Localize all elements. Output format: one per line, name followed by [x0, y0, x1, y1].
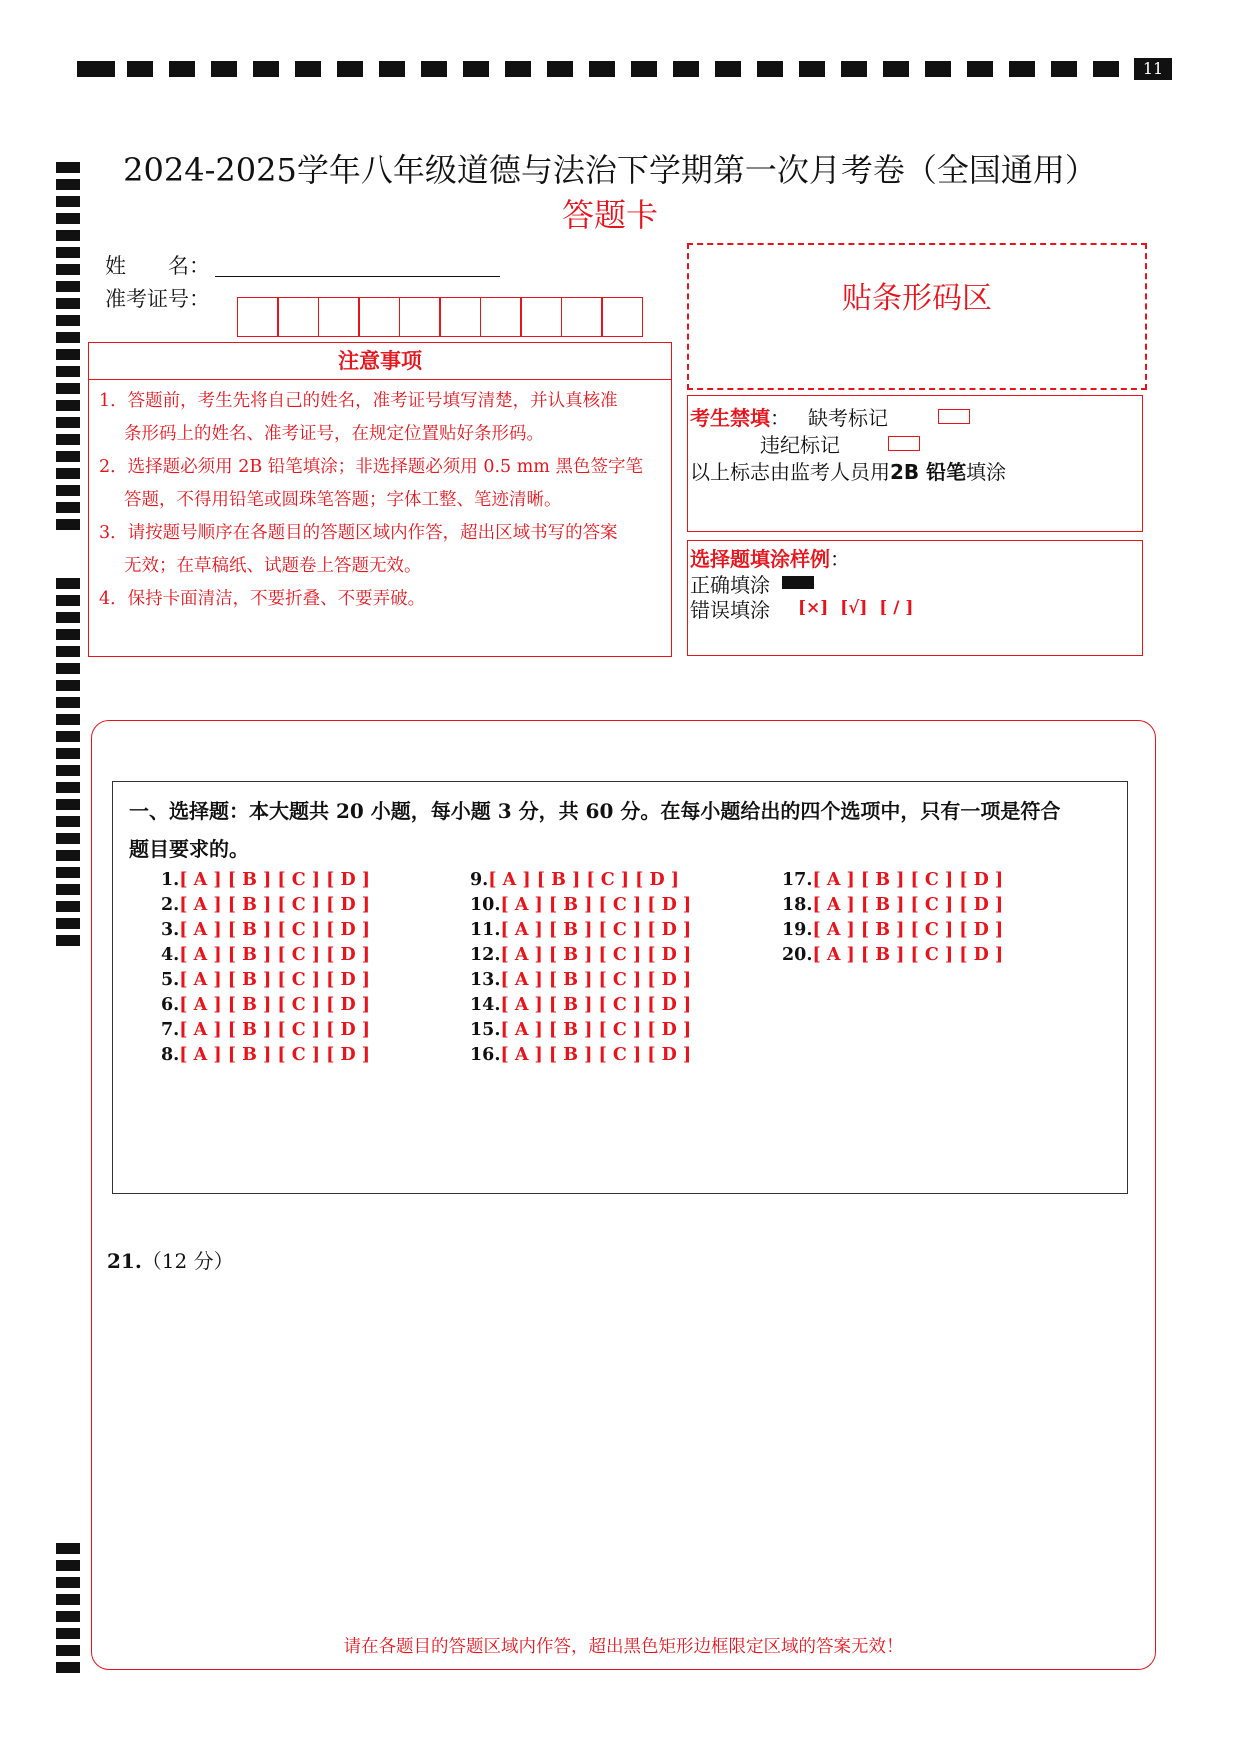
id-digit-box[interactable] [520, 297, 562, 337]
timing-mark [56, 629, 80, 640]
answer-options[interactable]: [ A ] [ B ] [ C ] [ D ] [812, 945, 1004, 965]
question-number: 2. [161, 895, 180, 915]
choice-question[interactable] [470, 995, 691, 1015]
timing-mark [56, 366, 80, 377]
question-number: 20. [782, 945, 813, 965]
timing-mark [56, 519, 80, 530]
timing-mark [56, 349, 80, 360]
id-number-boxes[interactable] [238, 297, 643, 337]
answer-options[interactable]: [ A ] [ B ] [ C ] [ D ] [500, 995, 692, 1015]
question-number: 3. [161, 920, 180, 940]
id-digit-box[interactable] [277, 297, 319, 337]
timing-mark [253, 61, 279, 77]
choice-heading-line: 一、选择题：本大题共 20 小题，每小题 3 分，共 60 分。在每小题给出的四个选项中，只有一项是符合 [129, 799, 1061, 823]
answer-options[interactable]: [ A ] [ B ] [ C ] [ D ] [500, 945, 692, 965]
timing-mark [56, 434, 80, 445]
answer-options[interactable]: [ A ] [ B ] [ C ] [ D ] [500, 970, 692, 990]
timing-mark [56, 451, 80, 462]
violation-mark-box[interactable] [888, 436, 920, 451]
timing-mark [56, 833, 80, 844]
timing-mark [56, 918, 80, 929]
top-timing-marks [77, 58, 1172, 80]
timing-mark [56, 264, 80, 275]
answer-options[interactable]: [ A ] [ B ] [ C ] [ D ] [500, 1020, 692, 1040]
question-number: 17. [782, 870, 813, 890]
timing-mark [56, 230, 80, 241]
timing-mark [631, 61, 657, 77]
answer-options[interactable]: [ A ] [ B ] [ C ] [ D ] [179, 920, 371, 940]
answer-options[interactable]: [ A ] [ B ] [ C ] [ D ] [812, 870, 1004, 890]
id-digit-box[interactable] [399, 297, 441, 337]
proctor-note-bold: 2B 铅笔 [890, 460, 967, 484]
timing-mark [56, 850, 80, 861]
timing-mark [56, 1560, 80, 1571]
timing-mark [56, 281, 80, 292]
choice-question[interactable] [161, 995, 370, 1015]
notice-line: 4．保持卡面清洁，不要折叠、不要弄破。 [99, 589, 426, 609]
proctor-note: 以上标志由监考人员用 [690, 460, 890, 484]
timing-mark [925, 61, 951, 77]
answer-options[interactable]: [ A ] [ B ] [ C ] [ D ] [179, 1020, 371, 1040]
choice-section [112, 781, 1128, 1194]
timing-mark [56, 400, 80, 411]
timing-mark [169, 61, 195, 77]
question-number: 4. [161, 945, 180, 965]
timing-mark [211, 61, 237, 77]
colon: ： [770, 406, 790, 430]
choice-question[interactable] [470, 970, 691, 990]
timing-mark [56, 1594, 80, 1605]
id-digit-box[interactable] [480, 297, 522, 337]
id-digit-box[interactable] [237, 297, 279, 337]
timing-mark [56, 315, 80, 326]
answer-options[interactable]: [ A ] [ B ] [ C ] [ D ] [812, 920, 1004, 940]
name-field[interactable] [215, 276, 500, 277]
timing-mark [56, 782, 80, 793]
timing-mark [56, 502, 80, 513]
answer-options[interactable]: [ A ] [ B ] [ C ] [ D ] [500, 920, 692, 940]
choice-heading-line: 题目要求的。 [129, 837, 249, 861]
proctor-only-box [687, 395, 1143, 532]
choice-question[interactable] [470, 870, 679, 890]
name-label: 姓 名： [105, 254, 210, 278]
proctor-note-suffix: 填涂 [966, 460, 1007, 484]
timing-mark [56, 1543, 80, 1554]
timing-mark [757, 61, 783, 77]
timing-mark [56, 799, 80, 810]
timing-mark [1009, 61, 1035, 77]
question-number: 9. [470, 870, 489, 890]
timing-mark [56, 213, 80, 224]
barcode-area [687, 243, 1147, 390]
timing-mark [56, 748, 80, 759]
timing-mark [56, 417, 80, 428]
choice-question[interactable] [782, 870, 1003, 890]
timing-mark [56, 298, 80, 309]
notice-line: 2．选择题必须用 2B 铅笔填涂；非选择题必须用 0.5 mm 黑色签字笔 [99, 457, 643, 477]
timing-mark [56, 697, 80, 708]
notice-line: 3．请按题号顺序在各题目的答题区域内作答，超出区域书写的答案 [99, 523, 618, 543]
timing-mark [56, 485, 80, 496]
choice-question[interactable] [470, 945, 691, 965]
answer-options[interactable]: [ A ] [ B ] [ C ] [ D ] [812, 895, 1004, 915]
question-number: 7. [161, 1020, 180, 1040]
wrong-fill-label: 错误填涂 [690, 598, 770, 622]
choice-question[interactable] [161, 870, 370, 890]
notice-line: 无效；在草稿纸、试题卷上答题无效。 [124, 556, 422, 576]
choice-question[interactable] [470, 895, 691, 915]
timing-mark [841, 61, 867, 77]
timing-mark [463, 61, 489, 77]
answer-options[interactable]: [ A ] [ B ] [ C ] [ D ] [500, 895, 692, 915]
choice-question[interactable] [470, 1020, 691, 1040]
timing-mark [56, 612, 80, 623]
id-digit-box[interactable] [318, 297, 360, 337]
notice-body [88, 380, 672, 657]
answer-options[interactable]: [ A ] [ B ] [ C ] [ D ] [488, 870, 680, 890]
choice-question[interactable] [782, 895, 1003, 915]
page-number: 11 [1134, 58, 1172, 80]
question-number: 12. [470, 945, 501, 965]
timing-mark [56, 867, 80, 878]
timing-mark [77, 61, 115, 77]
correct-fill-label: 正确填涂 [690, 573, 770, 597]
id-digit-box[interactable] [561, 297, 603, 337]
notice-heading: 注意事项 [88, 342, 672, 380]
question-21-number: 21. [107, 1249, 142, 1273]
fill-sample-label: 选择题填涂样例 [690, 547, 830, 571]
timing-mark [56, 663, 80, 674]
question-number: 19. [782, 920, 813, 940]
timing-mark [56, 680, 80, 691]
choice-section-heading [129, 792, 1114, 868]
notice-line: 答题，不得用铅笔或圆珠笔答题；字体工整、笔迹清晰。 [124, 490, 562, 510]
choice-question[interactable] [782, 945, 1003, 965]
answer-options[interactable]: [ A ] [ B ] [ C ] [ D ] [179, 870, 371, 890]
correct-fill-sample [782, 576, 814, 589]
question-21-answer-area[interactable] [100, 1290, 1140, 1620]
wrong-fill-samples: [×] [√] [ / ] [798, 598, 914, 618]
timing-mark [295, 61, 321, 77]
timing-mark [589, 61, 615, 77]
choice-question[interactable] [161, 945, 370, 965]
timing-mark [56, 1628, 80, 1639]
timing-mark [56, 1662, 80, 1673]
answer-options[interactable]: [ A ] [ B ] [ C ] [ D ] [179, 970, 371, 990]
timing-mark [56, 468, 80, 479]
question-21-header [107, 1245, 234, 1274]
question-number: 18. [782, 895, 813, 915]
timing-mark [127, 61, 153, 77]
timing-mark [56, 901, 80, 912]
choice-question[interactable] [782, 920, 1003, 940]
question-number: 16. [470, 1045, 501, 1065]
question-number: 15. [470, 1020, 501, 1040]
choice-question[interactable] [470, 1045, 691, 1065]
question-number: 5. [161, 970, 180, 990]
id-digit-box[interactable] [439, 297, 481, 337]
choice-question[interactable] [470, 920, 691, 940]
timing-mark [421, 61, 447, 77]
timing-mark [56, 1577, 80, 1588]
timing-mark [56, 196, 80, 207]
choice-question[interactable] [161, 1045, 370, 1065]
choice-question[interactable] [161, 1020, 370, 1040]
question-number: 10. [470, 895, 501, 915]
timing-mark [56, 765, 80, 776]
timing-mark [883, 61, 909, 77]
notice-line: 1．答题前，考生先将自己的姓名，准考证号填写清楚，并认真核准 [99, 391, 618, 411]
id-label: 准考证号： [105, 287, 210, 311]
timing-mark [56, 383, 80, 394]
id-digit-box[interactable] [358, 297, 400, 337]
timing-mark [56, 816, 80, 827]
timing-mark [56, 595, 80, 606]
answer-options[interactable]: [ A ] [ B ] [ C ] [ D ] [179, 1045, 371, 1065]
answer-options[interactable]: [ A ] [ B ] [ C ] [ D ] [179, 945, 371, 965]
colon: ： [830, 547, 850, 571]
absent-mark-box[interactable] [938, 409, 970, 424]
question-number: 6. [161, 995, 180, 1015]
timing-mark [799, 61, 825, 77]
timing-mark [547, 61, 573, 77]
answer-sheet-subtitle: 答题卡 [561, 196, 658, 234]
proctor-only-label: 考生禁填 [690, 406, 770, 430]
question-number: 11. [470, 920, 501, 940]
question-21-score: （12 分） [141, 1249, 234, 1273]
choice-question[interactable] [161, 970, 370, 990]
fill-sample-box [687, 540, 1143, 656]
timing-mark [56, 1611, 80, 1622]
answer-options[interactable]: [ A ] [ B ] [ C ] [ D ] [179, 995, 371, 1015]
timing-mark [56, 884, 80, 895]
timing-mark [56, 1645, 80, 1656]
question-number: 14. [470, 995, 501, 1015]
timing-mark [56, 332, 80, 343]
timing-mark [56, 935, 80, 946]
timing-mark [1093, 61, 1119, 77]
choice-question[interactable] [161, 895, 370, 915]
timing-mark [56, 247, 80, 258]
timing-mark [337, 61, 363, 77]
timing-mark [673, 61, 699, 77]
timing-mark [56, 731, 80, 742]
timing-mark [379, 61, 405, 77]
question-number: 13. [470, 970, 501, 990]
timing-mark [505, 61, 531, 77]
answer-options[interactable]: [ A ] [ B ] [ C ] [ D ] [179, 895, 371, 915]
timing-mark [56, 714, 80, 725]
question-number: 8. [161, 1045, 180, 1065]
question-number: 1. [161, 870, 180, 890]
timing-mark [56, 162, 80, 173]
id-digit-box[interactable] [601, 297, 643, 337]
notice-line: 条形码上的姓名、准考证号，在规定位置贴好条形码。 [124, 424, 544, 444]
timing-mark [967, 61, 993, 77]
exam-title: 2024-2025学年八年级道德与法治下学期第一次月考卷（全国通用） [123, 151, 1097, 189]
barcode-label: 贴条形码区 [842, 281, 992, 316]
timing-mark [56, 646, 80, 657]
violation-mark-label: 违纪标记 [760, 433, 840, 457]
timing-mark [715, 61, 741, 77]
timing-mark [56, 179, 80, 190]
answer-options[interactable]: [ A ] [ B ] [ C ] [ D ] [500, 1045, 692, 1065]
choice-question[interactable] [161, 920, 370, 940]
timing-mark [1051, 61, 1077, 77]
footer-warning: 请在各题目的答题区域内作答，超出黑色矩形边框限定区域的答案无效！ [343, 1637, 904, 1657]
absent-mark-label: 缺考标记 [808, 406, 888, 430]
timing-mark [56, 578, 80, 589]
